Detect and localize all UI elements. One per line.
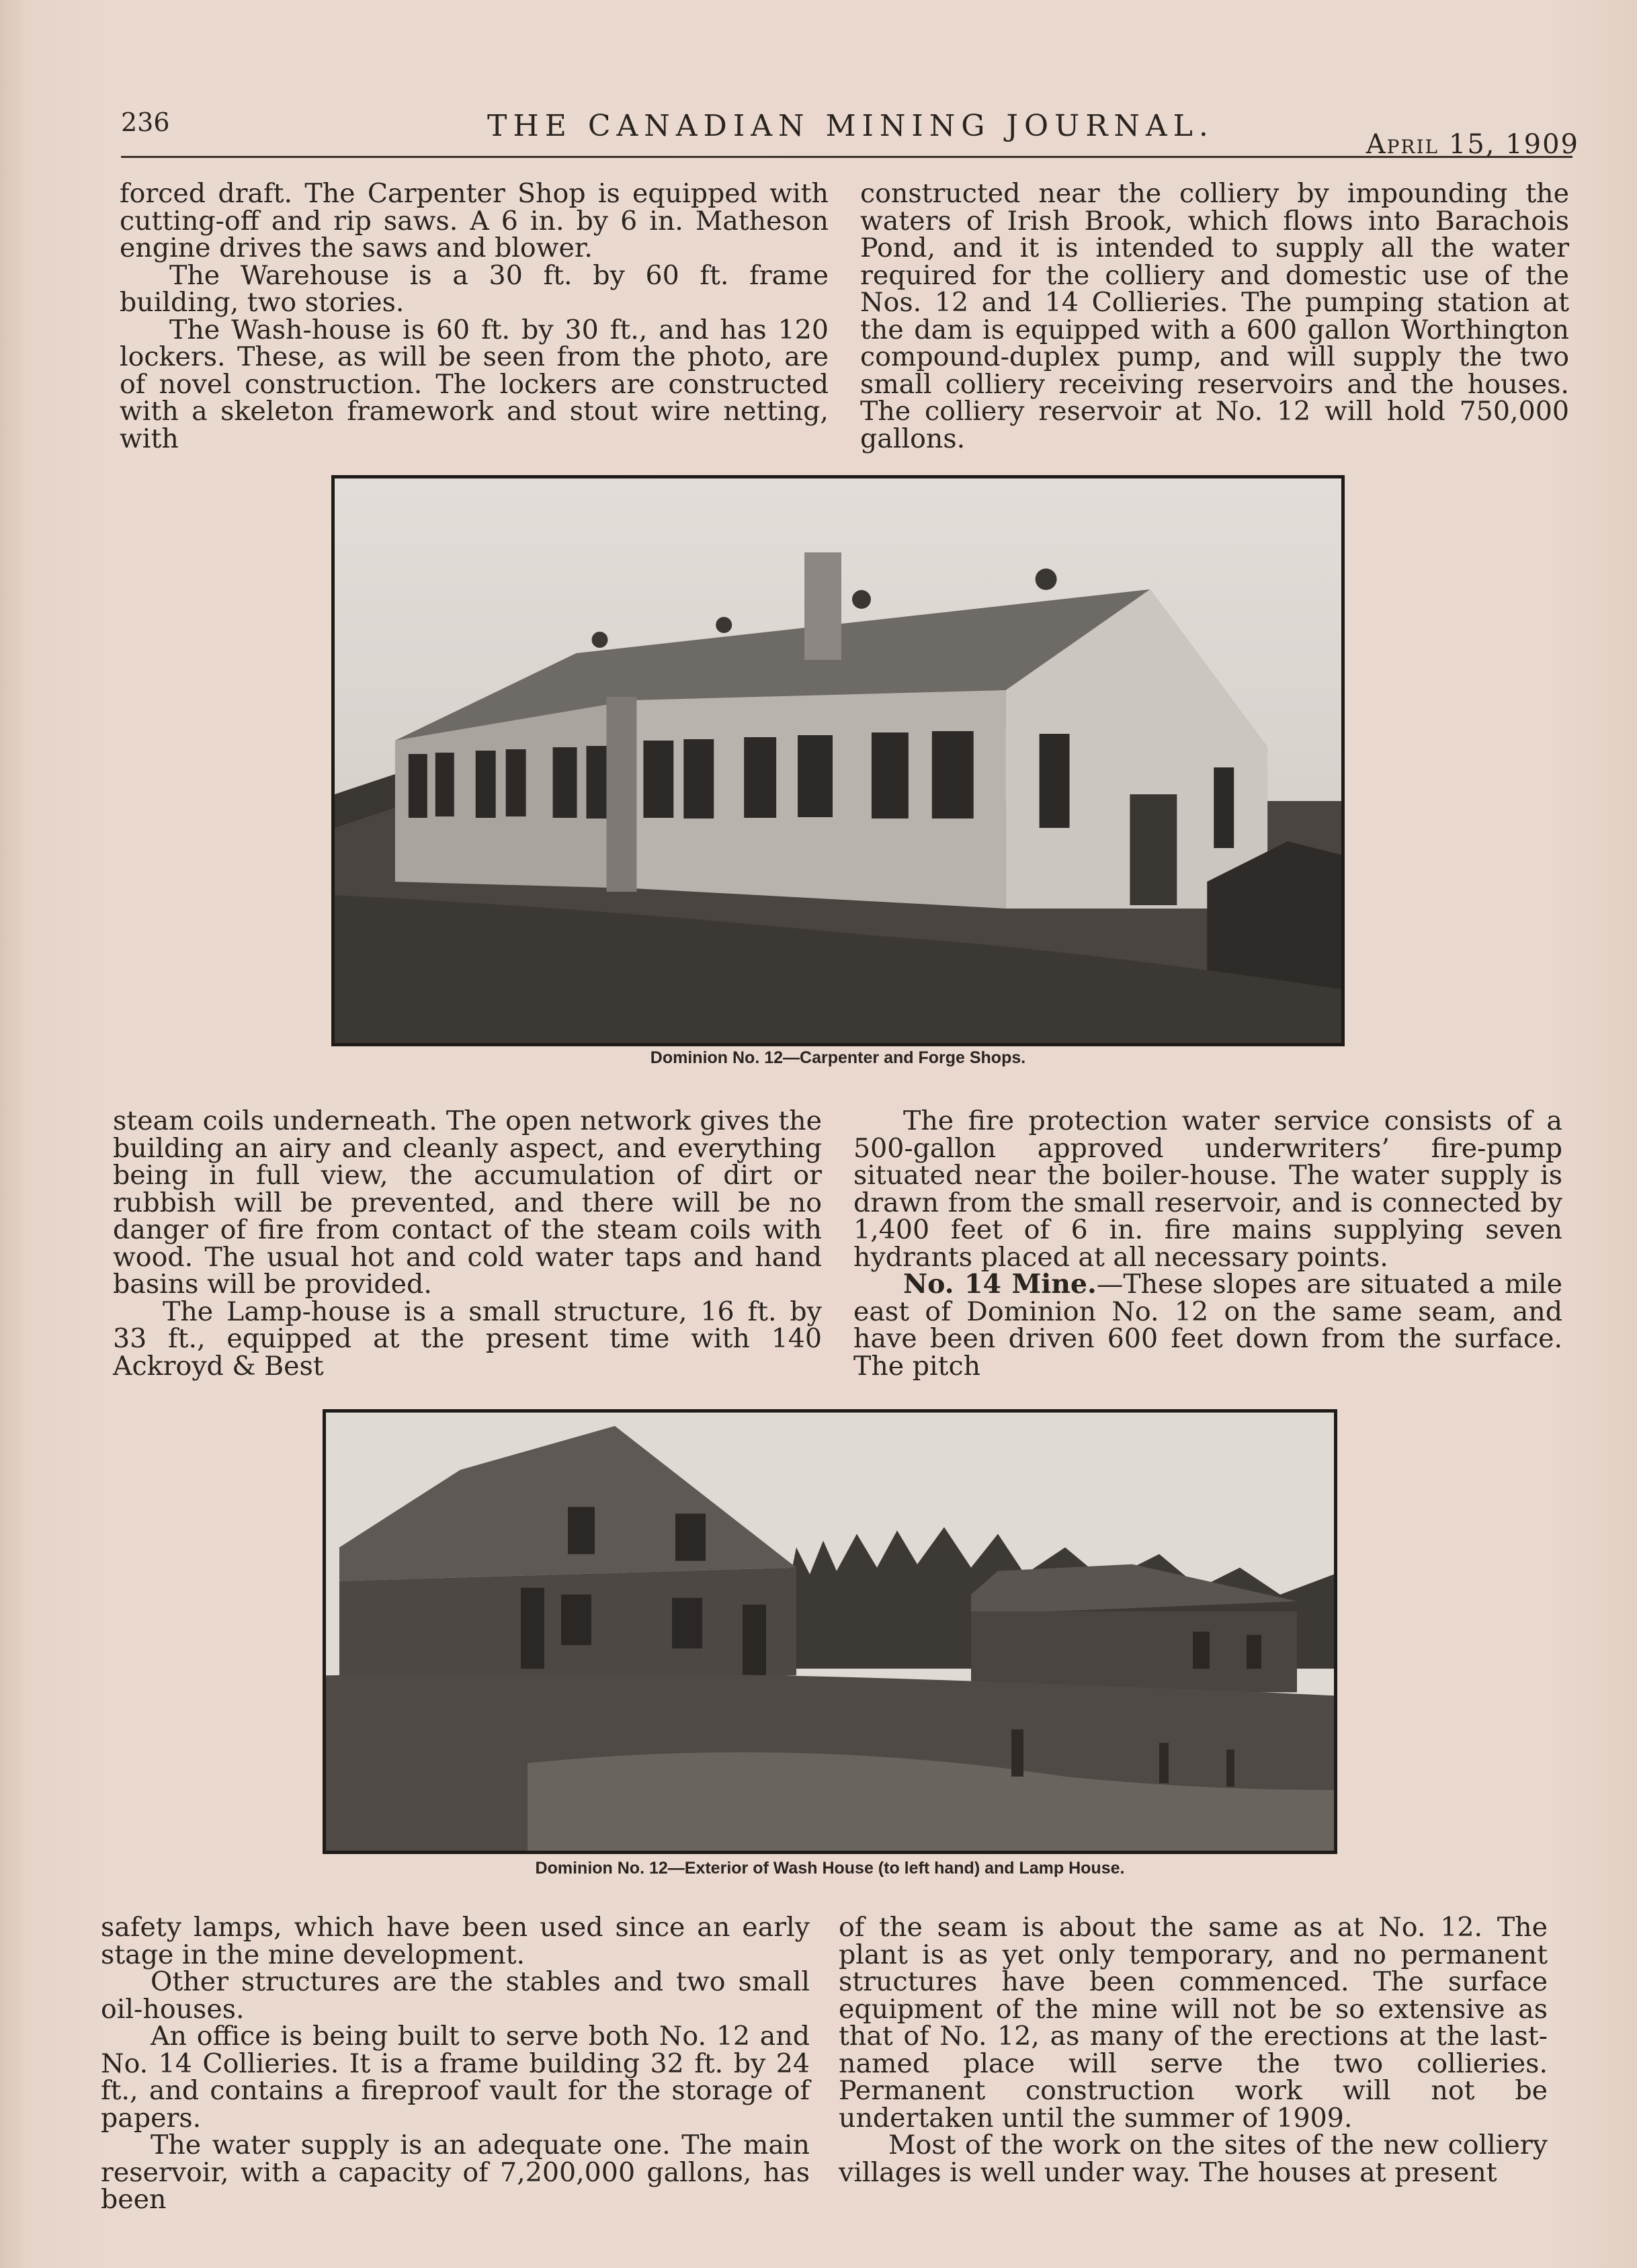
photo-image: [326, 1413, 1334, 1851]
photo-carpenter-forge-shops: [331, 475, 1345, 1046]
column-right-bottom: [839, 1914, 1548, 2186]
column-right-top: [860, 180, 1569, 452]
paragraph: [853, 1271, 1562, 1380]
paragraph: Other structures are the stables and two small oil-houses.: [101, 1966, 810, 2025]
paragraph: of the seam is about the same as at No. 12. The plant is as yet only temporary, and no permanent structures have been commenced. The surface equipment of the mine will not be so extensive as that of No. 12, as many of the erections at the last-named place will serve the two collieries. Permanent construction work will not be undertaken until the summer of 1909.: [839, 1912, 1548, 2134]
paragraph: steam coils underneath. The open network gives the building an airy and cleanly aspect, and everything being in full view, the accumulation of dirt or rubbish will be prevented, and there will be no danger of fire from contact of the steam coils with wood. The usual hot and cold water taps and hand basins will be provided.: [113, 1105, 822, 1300]
issue-date: April 15, 1909: [1366, 129, 1579, 160]
figure-caption: Dominion No. 12—Carpenter and Forge Shops.: [650, 1048, 1026, 1067]
page-header: [121, 101, 1579, 161]
photo-wash-house-lamp-house: [323, 1409, 1337, 1854]
paragraph: constructed near the colliery by impounding the waters of Irish Brook, which flows into Barachois Pond, and it is intended to supply all the water required for the colliery and domestic use of the Nos. 12 and 14 Collieries. The pumping station at the dam is equipped with a 600 gallon Worthington compound-duplex pump, and will supply the two small colliery receiving reservoirs and the houses. The colliery reservoir at No. 12 will hold 750,000 gallons.: [860, 178, 1569, 454]
paragraph: Most of the work on the sites of the new colliery villages is well under way. The houses at present: [839, 2130, 1548, 2188]
paragraph: The water supply is an adequate one. The main reservoir, with a capacity of 7,200,000 gallons, has been: [101, 2130, 810, 2215]
paragraph: The Warehouse is a 30 ft. by 60 ft. frame building, two stories.: [120, 259, 829, 318]
header-rule: [121, 156, 1572, 158]
photo-image: [335, 478, 1341, 1043]
column-right-middle: [853, 1107, 1562, 1380]
paragraph: An office is being built to serve both No. 12 and No. 14 Collieries. It is a frame building 32 ft. by 24 ft., and contains a fireproof vault for the storage of papers.: [101, 2021, 810, 2134]
column-left-middle: [113, 1107, 822, 1380]
section-heading: No. 14 Mine.: [903, 1269, 1097, 1300]
figure-caption: Dominion No. 12—Exterior of Wash House (to left hand) and Lamp House.: [535, 1859, 1125, 1878]
column-left-bottom: [101, 1914, 810, 2214]
paragraph: forced draft. The Carpenter Shop is equipped with cutting-off and rip saws. A 6 in. by 6 in. Matheson engine drives the saws and blower.: [120, 178, 829, 263]
paragraph: The Wash-house is 60 ft. by 30 ft., and has 120 lockers. These, as will be seen from the photo, are of novel construction. The lockers are constructed with a skeleton framework and stout wire netting, with: [120, 314, 829, 454]
paragraph: The Lamp-house is a small structure, 16 ft. by 33 ft., equipped at the present time with 140 Ackroyd & Best: [113, 1296, 822, 1382]
journal-title: THE CANADIAN MINING JOURNAL.: [487, 109, 1214, 143]
paragraph: safety lamps, which have been used since an early stage in the mine development.: [101, 1912, 810, 1970]
paragraph-text: —These slopes are situated a mile east of Dominion No. 12 on the same seam, and have been driven 600 feet down from the surface. The pitch: [853, 1269, 1563, 1382]
page-number: 236: [121, 108, 170, 137]
paragraph: The fire protection water service consists of a 500-gallon approved underwriters’ fire-pump situated near the boiler-house. The water supply is drawn from the small reservoir, and is connected by 1,400 feet of 6 in. fire mains supplying seven hydrants placed at all necessary points.: [853, 1105, 1562, 1273]
column-left-top: [120, 180, 829, 452]
